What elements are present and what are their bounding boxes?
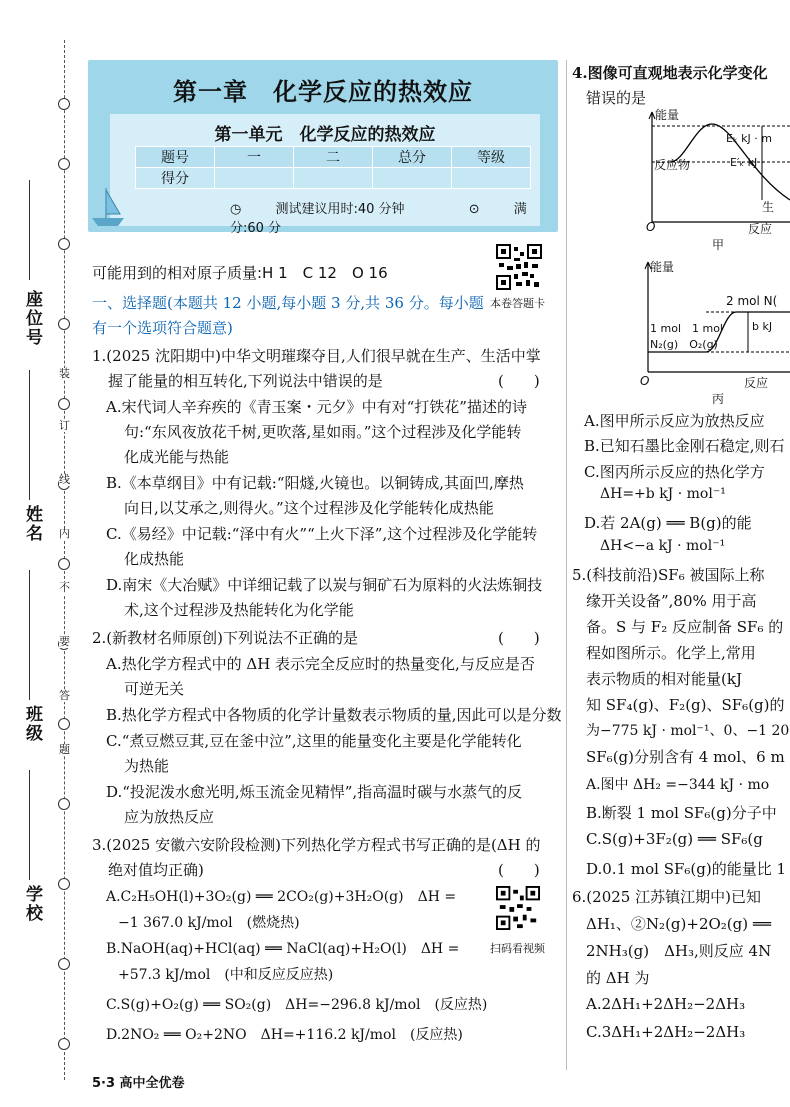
- score-row-label: 得分: [136, 168, 215, 189]
- score-header-cell: 二: [294, 147, 373, 168]
- q3-option-d: D.2NO₂ ══ O₂+2NO ΔH=+116.2 kJ/mol (反应热): [106, 1027, 463, 1043]
- graph-bing-xlabel: 反应: [744, 376, 769, 390]
- q5-stem: 缘开关设备”,80% 用于高: [586, 592, 757, 610]
- graph-jia-ek2: E′ₖ kJ ·: [730, 156, 765, 169]
- column-divider: [566, 60, 567, 1070]
- q6-stem: ΔH₁、②N₂(g)+2O₂(g) ══: [586, 915, 771, 933]
- graph-bing-top: 2 mol N(: [726, 294, 778, 308]
- video-label: 扫码看视频: [490, 942, 545, 955]
- q3-stem-cont: 绝对值均正确): [108, 861, 204, 879]
- q2-answer-blank[interactable]: ( ): [498, 629, 540, 647]
- q3-answer-blank[interactable]: ( ): [498, 861, 540, 879]
- answer-card-label: 本卷答题卡: [490, 297, 545, 310]
- seal-char: 答: [59, 689, 70, 702]
- graph-jia-product: 生: [762, 200, 775, 214]
- q3-option-a: −1 367.0 kJ/mol (燃烧热): [118, 915, 300, 931]
- q5-stem: SF₆(g)分别含有 4 mol、6 m: [586, 748, 785, 766]
- fill-line: [29, 180, 30, 280]
- q5-stem: 5.(科技前沿)SF₆ 被国际上称: [572, 566, 765, 584]
- seal-char: 订: [59, 419, 70, 432]
- binding-hole: [58, 558, 70, 570]
- seal-char: 题: [59, 743, 70, 756]
- q1-option-b: 向日,以艾承之,则得火。”这个过程涉及化学能转化成热能: [124, 499, 494, 517]
- q4-option-a: A.图甲所示反应为放热反应: [584, 412, 765, 430]
- seat-number-label: 座位号: [22, 290, 42, 347]
- q3-stem: 3.(2025 安徽六安阶段检测)下列热化学方程式书写正确的是(ΔH 的: [92, 836, 541, 854]
- ship-decoration-icon: [88, 178, 128, 228]
- q3-option-b: +57.3 kJ/mol (中和反应反应热): [118, 967, 334, 983]
- q5-option-b: B.断裂 1 mol SF₆(g)分子中: [586, 804, 777, 822]
- answer-card-qr-icon[interactable]: [496, 244, 542, 290]
- graph-bing-left2: N₂(g) O₂(g): [650, 338, 718, 351]
- q5-stem: 知 SF₄(g)、F₂(g)、SF₆(g)的: [586, 696, 785, 714]
- q6-stem: 2NH₃(g) ΔH₃,则反应 4N: [586, 942, 772, 960]
- chapter-banner: [88, 60, 558, 236]
- q4-option-b: B.已知石墨比金刚石稳定,则石: [584, 437, 785, 455]
- q1-option-b: B.《本草纲目》中有记载:“阳燧,火镜也。以铜铸成,其面凹,摩热: [106, 474, 524, 492]
- binding-hole: [58, 98, 70, 110]
- unit-panel: [110, 114, 540, 236]
- timing-info: [230, 198, 540, 236]
- graph-jia-caption: 甲: [712, 238, 725, 252]
- q1-option-d: D.南宋《大冶赋》中详细记载了以炭与铜矿石为原料的火法炼铜技: [106, 576, 543, 594]
- q6-stem: 6.(2025 江苏镇江期中)已知: [572, 888, 761, 906]
- fill-line: [29, 570, 30, 700]
- binding-hole: [58, 1038, 70, 1050]
- score-table: [135, 146, 531, 189]
- video-qr-icon[interactable]: [496, 886, 540, 930]
- graph-bing-caption: 丙: [712, 392, 725, 406]
- q3-option-c: C.S(g)+O₂(g) ══ SO₂(g) ΔH=−296.8 kJ/mol (反应热): [106, 997, 488, 1013]
- seal-char: 要: [59, 635, 70, 648]
- q2-option-a: 可逆无关: [124, 680, 185, 698]
- binding-hole: [58, 238, 70, 250]
- clock-icon: ◷: [230, 202, 242, 217]
- graph-bing-origin: O: [640, 374, 650, 388]
- school-label: 学校: [22, 885, 42, 923]
- q4-option-d: D.若 2A(g) ══ B(g)的能: [584, 514, 752, 532]
- chapter-title: 第一章 化学反应的热效应: [173, 78, 473, 106]
- score-header-cell: 总分: [373, 147, 452, 168]
- q2-option-d: D.“投泥泼水愈光明,烁玉流金见精悍”,指高温时碳与水蒸气的反: [106, 783, 523, 801]
- score-header-cell: 一: [215, 147, 294, 168]
- time-text: 测试建议用时:40 分钟: [275, 202, 405, 217]
- q1-option-d: 术,这个过程涉及热能转化为化学能: [124, 601, 354, 619]
- q5-stem: 备。S 与 F₂ 反应制备 SF₆ 的: [586, 618, 784, 636]
- q1-stem: 1.(2025 沈阳期中)中华文明璀璨夺目,人们很早就在生产、生活中掌: [92, 347, 541, 365]
- seal-char: 不: [59, 581, 70, 594]
- score-header-cell: 题号: [136, 147, 215, 168]
- q3-option-b: B.NaOH(aq)+HCl(aq) ══ NaCl(aq)+H₂O(l) ΔH =: [106, 941, 460, 957]
- binding-hole: [58, 158, 70, 170]
- graph-jia-ylabel: 能量: [655, 108, 680, 122]
- q4-option-d-dh: ΔH<−a kJ · mol⁻¹: [600, 538, 726, 554]
- q2-option-c: C.“煮豆燃豆萁,豆在釜中泣”,这里的能量变化主要是化学能转化: [106, 732, 522, 750]
- q1-option-c: C.《易经》中记载:“泽中有火”“上火下泽”,这个过程涉及化学能转: [106, 525, 538, 543]
- q2-option-a: A.热化学方程式中的 ΔH 表示完全反应时的热量变化,与反应是否: [106, 655, 535, 673]
- score-cell[interactable]: [452, 168, 531, 189]
- q4-option-c-dh: ΔH=+b kJ · mol⁻¹: [600, 486, 726, 502]
- q6-stem: 的 ΔH 为: [586, 969, 650, 987]
- graph-bing-ylabel: 能量: [650, 260, 675, 274]
- q6-option-a: A.2ΔH₁+2ΔH₂−2ΔH₃: [586, 995, 746, 1013]
- q6-option-c: C.3ΔH₁+2ΔH₂−2ΔH₃: [586, 1023, 746, 1041]
- q2-option-d: 应为放热反应: [124, 808, 215, 826]
- q4-stem-cont: 错误的是: [586, 89, 647, 107]
- q1-option-a: 化成光能与热能: [124, 448, 230, 466]
- full-score-text: 满分:60 分: [230, 202, 527, 236]
- q4-option-c: C.图丙所示反应的热化学方: [584, 463, 765, 481]
- q2-option-c: 为热能: [124, 757, 170, 775]
- check-icon: ⊙: [468, 202, 480, 217]
- graph-jia-ek: Eₖ kJ · m: [726, 132, 772, 145]
- q4-stem: 4.图像可直观地表示化学变化: [572, 64, 768, 82]
- graph-bing-bk: b kJ: [752, 320, 773, 333]
- q2-stem: 2.(新教材名师原创)下列说法不正确的是: [92, 629, 359, 647]
- q1-answer-blank[interactable]: ( ): [498, 372, 540, 390]
- graph-jia-origin: O: [646, 220, 656, 234]
- q3-option-a: A.C₂H₅OH(l)+3O₂(g) ══ 2CO₂(g)+3H₂O(g) ΔH =: [106, 889, 457, 905]
- seal-char: 内: [59, 527, 70, 540]
- score-cell[interactable]: [373, 168, 452, 189]
- q1-stem-cont: 握了能量的相互转化,下列说法中错误的是: [108, 372, 383, 390]
- binding-hole: [58, 958, 70, 970]
- fill-line: [29, 770, 30, 880]
- fill-line: [29, 370, 30, 500]
- graph-bing-left1: 1 mol 1 mol: [650, 322, 723, 335]
- q5-option-a: A.图中 ΔH₂ =−344 kJ · mo: [586, 777, 770, 793]
- score-header-cell: 等级: [452, 147, 531, 168]
- footer-brand: 5·3 高中全优卷: [92, 1076, 185, 1091]
- section1-heading: 一、选择题(本题共 12 小题,每小题 3 分,共 36 分。每小题: [92, 294, 484, 312]
- q1-option-a: 句:“东风夜放花千树,更吹落,星如雨。”这个过程涉及化学能转: [124, 423, 522, 441]
- q5-stem: 表示物质的相对能量(kJ: [586, 670, 742, 688]
- section1-heading-cont: 有一个选项符合题意): [92, 319, 233, 337]
- class-label: 班级: [22, 705, 42, 743]
- q5-option-c: C.S(g)+3F₂(g) ══ SF₆(g: [586, 830, 763, 848]
- unit-title: 第一单元 化学反应的热效应: [214, 125, 436, 145]
- q5-option-d: D.0.1 mol SF₆(g)的能量比 1: [586, 860, 787, 878]
- binding-strip: [0, 0, 78, 1107]
- q5-stem: 程如图所示。化学上,常用: [586, 644, 756, 662]
- q1-option-a: A.宋代词人辛弃疾的《青玉案・元夕》中有对“打铁花”描述的诗: [106, 398, 527, 416]
- name-label: 姓名: [22, 505, 42, 543]
- binding-hole: [58, 718, 70, 730]
- graph-jia-xlabel: 反应: [748, 222, 773, 236]
- binding-hole: [58, 798, 70, 810]
- binding-hole: [58, 878, 70, 890]
- seal-char: 装: [59, 367, 70, 380]
- q1-option-c: 化成热能: [124, 550, 185, 568]
- seal-char: 线: [59, 473, 70, 486]
- binding-hole: [58, 318, 70, 330]
- q5-stem: 为−775 kJ · mol⁻¹、0、−1 20: [586, 723, 790, 739]
- score-cell[interactable]: [215, 168, 294, 189]
- atomic-masses: 可能用到的相对原子质量:H 1 C 12 O 16: [92, 264, 388, 282]
- binding-hole: [58, 398, 70, 410]
- q2-option-b: B.热化学方程式中各物质的化学计量数表示物质的量,因此可以是分数: [106, 706, 562, 724]
- graph-jia-reactant: 反应物: [654, 158, 691, 172]
- score-cell[interactable]: [294, 168, 373, 189]
